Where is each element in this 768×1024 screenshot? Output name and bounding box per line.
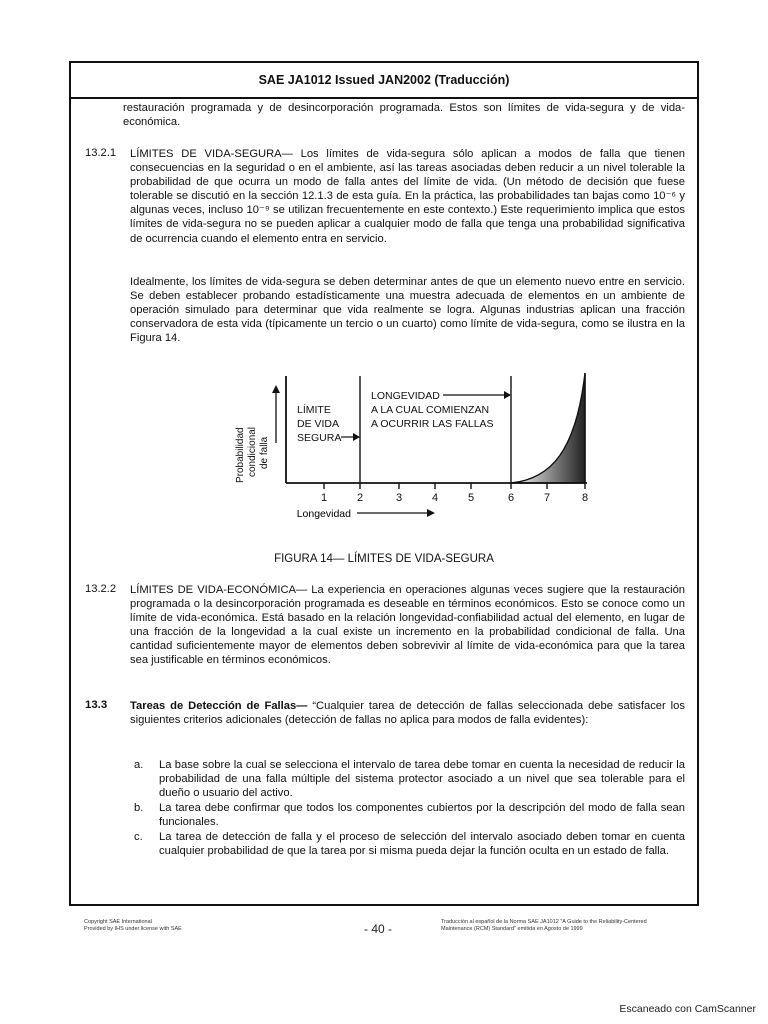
- list-item: [134, 758, 685, 804]
- svg-text:de falla: de falla: [259, 436, 270, 469]
- scanner-watermark: Escaneado con CamScanner: [619, 1003, 756, 1015]
- list-item: [134, 830, 685, 876]
- failure-onset-label: [371, 390, 494, 430]
- section-13-3-text: [130, 699, 685, 727]
- list-marker: b.: [134, 802, 144, 814]
- svg-text:DE VIDA: DE VIDA: [297, 418, 340, 430]
- section-title: Tareas de Detección de Fallas—: [130, 700, 308, 712]
- footer-line: Provided by IHS under license with SAE: [84, 926, 182, 932]
- safe-life-label: [297, 403, 341, 444]
- page-frame: [69, 61, 699, 906]
- tick-label: 3: [395, 492, 403, 504]
- footer-copyright: [84, 919, 182, 933]
- failure-zone-shading: [511, 373, 585, 483]
- list-marker: a.: [134, 759, 144, 771]
- section-body: Los límites de vida-segura sólo aplican a modos de falla que tienen consecuencias en la seguridad o en el ambiente, así las tareas asociadas deben reducir a un nivel tolerable la probabilidad de que ocurra un modo de falla antes del límite de vida. (Un método de decisión que fuese tolerable se discutió en la sección 12.1.3 de esta guía. En la práctica, las probabilidades tan bajas como 10⁻⁶ y algunas veces, incluso 10⁻⁹ se utilizan frecuentemente en este contexto.) Este requerimiento implica que estos límites de vida-segura no se pueden aplicar a cualquier modo de falla que tenga una probabilidad significativa de ocurrencia cuando el elemento entra en servicio.: [130, 148, 686, 245]
- footer-line: Maintenance (RCM) Standard" emitida en Agosto de 1999: [441, 926, 583, 932]
- section-number: 13.3: [85, 699, 108, 711]
- tick-label: 5: [467, 492, 475, 504]
- section-title: LÍMITES DE VIDA-SEGURA—: [130, 148, 293, 160]
- tick-label: 7: [543, 492, 551, 504]
- figure-caption: FIGURA 14— LÍMITES DE VIDA-SEGURA: [274, 553, 494, 565]
- document-header: SAE JA1012 Issued JAN2002 (Traducción): [71, 63, 697, 99]
- section-title: LÍMITES DE VIDA-ECONÓMICA—: [130, 584, 308, 596]
- svg-text:LÍMITE: LÍMITE: [297, 404, 331, 416]
- svg-text:SEGURA: SEGURA: [297, 432, 342, 444]
- section-body: La experiencia en operaciones algunas veces sugiere que la restauración programada o la desincorporación programada es deseable en términos económicos. Esto se conoce como un límite de vida-económica. Está basado en la relación longevidad-confiabilidad actual del elemento, en lugar de una fracción de la longevidad a la cual existe un incremento en la probabilidad condicional de falla. Una cantidad suficientemente mayor de elementos deben sobrevivir al límite de vida-económica para que la tarea sea justificable en términos económicos.: [130, 584, 686, 667]
- tick-label: 4: [431, 492, 439, 504]
- y-axis-label: [235, 427, 270, 483]
- tick-label: 1: [320, 492, 328, 504]
- footer-line: Copyright SAE International: [84, 919, 152, 925]
- svg-text:A OCURRIR LAS FALLAS: A OCURRIR LAS FALLAS: [371, 418, 494, 430]
- tick-label: 2: [356, 492, 364, 504]
- svg-text:Probabilidad: Probabilidad: [235, 427, 246, 483]
- list-item-text: La tarea de detección de falla y el proceso de selección del intervalo asociado deben tomar en cuenta cualquier probabilidad de que la tarea por si misma pueda dejar la función oculta en un estado de falla.: [159, 831, 685, 858]
- page-number: - 40 -: [364, 922, 393, 936]
- intro-paragraph: restauración programada y de desincorporación programada. Estos son límites de vida-segura y de vida-económica.: [123, 102, 685, 128]
- footer-line: Traducción al español de la Norma SAE JA1012 "A Guide to the Reliability-Centered: [441, 919, 647, 925]
- svg-text:A LA CUAL COMIENZAN: A LA CUAL COMIENZAN: [371, 404, 490, 416]
- list-item: [134, 801, 685, 831]
- section-13-2-1-paragraph-2: Idealmente, los límites de vida-segura se deben determinar antes de que un elemento nuevo entre en servicio. Se deben establecer probando estadísticamente una muestra adecuada de elementos en un ambiente de operación simulado para determinar que vida realmente se logra. Algunas industrias aplican una fracción conservadora de esta vida (típicamente un tercio o un cuarto) como límite de vida-segura, como se ilustra en la Figura 14.: [130, 276, 685, 345]
- tick-label: 8: [581, 492, 589, 504]
- figure-14-chart: [231, 371, 601, 531]
- section-number: 13.2.1: [85, 147, 117, 159]
- svg-text:LONGEVIDAD: LONGEVIDAD: [371, 390, 440, 402]
- list-item-text: La base sobre la cual se selecciona el intervalo de tarea debe tomar en cuenta la necesidad de reducir la probabilidad de una falla múltiple del sistema protector asociado a un nivel que sea tolerable para el dueño o usuario del activo.: [159, 759, 685, 800]
- svg-text:condicional: condicional: [247, 426, 258, 477]
- section-13-2-1-text: [130, 147, 685, 246]
- list-marker: c.: [134, 831, 143, 843]
- section-number: 13.2.2: [85, 583, 117, 595]
- section-body: “Cualquier tarea de detección de fallas seleccionada debe satisfacer los siguientes criterios adicionales (detección de fallas no aplica para modos de falla evidentes):: [130, 700, 685, 727]
- tick-label: 6: [507, 492, 515, 504]
- section-13-2-2-text: [130, 583, 685, 668]
- x-axis-label: Longevidad: [296, 508, 351, 520]
- list-item-text: La tarea debe confirmar que todos los componentes cubiertos por la descripción del modo de falla sean funcionales.: [159, 802, 685, 829]
- footer-translation-note: [441, 919, 647, 933]
